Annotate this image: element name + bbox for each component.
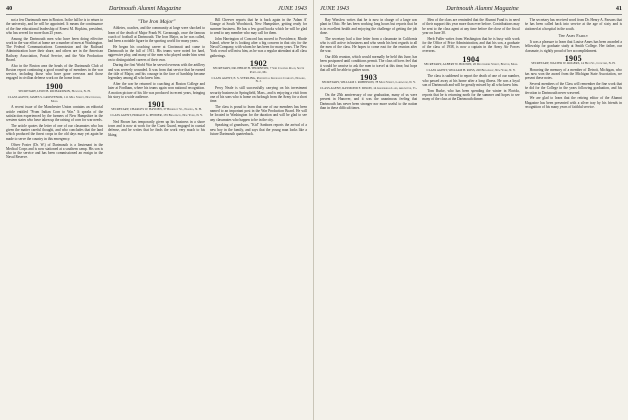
class-year-heading: 1900 <box>45 81 64 91</box>
paragraph: Ned Brown has temporarily given up his business in a shore town and is now at work for the Coast Guard, engaged in coastal defense, and he writes that he finds the work very much to his liking. <box>108 119 205 137</box>
paragraph: The class is proud to learn that one of our members has been named to an important post in the War Production Board. He will be located in Washington for the duration and will be glad to see any classmates who happen to be in the city. <box>210 104 307 122</box>
column <box>525 18 622 418</box>
column <box>422 18 519 418</box>
issue-date: JUNE 1943 <box>320 5 350 12</box>
paragraph: Percy Neale is still successfully carrying on his investment security business in Springfield, Mass., and is enjoying a visit from one of his sons who is home on furlough from the Army for a short time. <box>210 86 307 104</box>
class-agent: CLASS AGENT, E. S. STERLING, Prudential Insurance Company, Newark, N. J. <box>211 75 306 84</box>
class-secretary: SECRETARY, WILLIAM J. ROBINSON, 78 Main Street, Lakewood, N. Y. <box>321 80 416 85</box>
class-secretary: SECRETARY, WALTER W. ROGERS, 14 High St., Concord, N. H. <box>531 61 616 65</box>
paragraph: Our 40th reunion, which would normally be held this June, has been postponed until conditions permit. The class officers feel that it would be unwise to ask the men to travel at this time, but hope that all will be able to gather soon. <box>320 55 418 72</box>
paragraph: Honoring the memory of a member of Detroit, Michigan, who has now won the award from the Michigan State Association, we present these notes. <box>524 67 622 81</box>
class-secretary: SECRETARY, LEON B. RICHARDSON, Hanover, N. H. <box>18 88 91 93</box>
right-columns <box>320 18 622 418</box>
paragraph: Tom Burke, who has been spending the winter in Florida, reports that he is returning north for the summer and hopes to see many of the class at the Dartmouth dinner. <box>422 88 520 102</box>
paragraph: During the first World War he served overseas with the artillery and was severely wounded. It was from that service that he earned the title of Major, and his courage in the face of hardship became legendary among all who knew him. <box>108 63 205 81</box>
paragraph: Men of the class are reminded that the Alumni Fund is in need of their support this year more than ever before. Contributions may be sent to the class agent at any time before the close of the fiscal year on June 30. <box>422 18 520 35</box>
page-number: 41 <box>615 5 622 12</box>
left-columns <box>6 18 307 418</box>
paragraph: A recent issue of the Manchester Union contains an editorial article entitled "From Indian Corn to War." It speaks of the satisfaction experienced by the farmers of New Hampshire in the western states who have taken up the raising of corn for war needs. <box>6 105 103 123</box>
class-secretary: SECRETARY, ALBERT W. BOLTON, 20 Devonshire Street, Boston, Mass. <box>423 61 519 66</box>
column <box>210 18 307 418</box>
section-heading: The Ames Family <box>558 32 589 38</box>
paragraph: On the 25th anniversary of our graduation, many of us were present in Hanover, and it was the unanimous feeling that Dartmouth has never been stronger nor more useful to the nation than in these difficult times. <box>320 93 418 110</box>
column <box>320 18 417 418</box>
right-page <box>314 0 628 420</box>
paragraph: The secretary has received word from Dr. Henry A. Parsons that he has been called back into service at the age of sixty and is stationed at a hospital in the south. <box>524 18 622 31</box>
magazine-title: Dartmouth Alumni Magazine <box>446 5 519 12</box>
class-year-heading: 1901 <box>147 100 166 110</box>
paragraph: Herb Fuller writes from Washington that he is busy with work for the Office of Price Administration, and that his son, a graduate of the class of 1938, is now a captain in the Army Air Forces overseas. <box>422 36 520 54</box>
class-agent: CLASS AGENT, HORACE G. PENDER, 135 Broadway, New York, N. Y. <box>110 113 203 118</box>
paragraph: The secretary had a fine letter from a classmate in California who is still active in business and who sends his best regards to all the men of the class. He hopes to come east for the reunion after the war. <box>320 36 418 54</box>
class-agent: CLASS AGENT, WILLIAM H. ROSS, 220 Broadway, New York, N. Y. <box>426 67 516 72</box>
article-title: "The Iron Major" <box>137 19 176 25</box>
paragraph: The article quotes the letter of one of our classmates who has given the matter careful thought, and who concludes that the land which produced the finest crops in the old days may yet again be made to serve the country in this emergency. <box>6 123 103 141</box>
column <box>108 18 205 418</box>
running-head <box>320 5 622 15</box>
paragraph: Speaking of grandsons, "Kid" Sanborn reports the arrival of a new boy in the family, and says that the young man looks like a future Dartmouth quarterback. <box>210 123 307 136</box>
magazine-title: Dartmouth Alumni Magazine <box>108 5 182 12</box>
paragraph: After the war he returned to coaching at Boston College and later at Fordham, where his teams again won national recognition. A motion picture of his life was produced in recent years, bringing his story to a wide audience. <box>108 82 205 99</box>
class-secretary: SECRETARY, CHARLES W. HAYDEN, 37 Berkeley St., Nashua, N. H. <box>111 107 202 112</box>
class-secretary: SECRETARY, DR. PHILIP H. THORNTON, 7 Ship Channel Road, South Portland, Me. <box>212 66 305 74</box>
paragraph: Ray Winslow writes that he is now in charge of a large war plant in Ohio. He has been working long hours but reports that he is in excellent health and enjoying the challenge of getting the job done. <box>320 18 418 35</box>
paragraph: Bill Cheever reports that he is back again in the 'Adam A' Grange at South Woodstock, New Hampshire, getting ready for summer business. He has a few good books which he will be glad to send to any member who may call for them. <box>210 18 307 35</box>
class-agent: CLASS AGENT, RAYMOND F. DIXON, 14 Greenbriar Lane, Arlington, Va. <box>320 86 418 91</box>
paragraph: Among the Dartmouth men who have been doing effective work in the war effort at home are a number of men at Washington. The Federal Communications Commission and the Railroad Administration have their share, and others are in the American Railway Association, Postal Service, and the War Production Board. <box>6 36 103 62</box>
class-year-heading: 1904 <box>462 54 480 64</box>
class-year-heading: 1903 <box>360 73 378 83</box>
class-agent: CLASS AGENT, JAMES S. GROSVENOR, 111 Mill Street, Newtonville, Mass. <box>7 94 102 103</box>
running-head <box>6 5 307 15</box>
paragraph: The class is saddened to report the death of one of our number, who passed away at his home after a long illness. He was a loyal son of Dartmouth and will be greatly missed by all who knew him. <box>422 74 520 87</box>
paragraph: Several members of the Class will remember the fine work that he did for the College in the years following graduation, and his devotion to Dartmouth never wavered. <box>524 82 622 95</box>
paragraph: We are glad to learn that the retiring editor of the Alumni Magazine has been presented with a silver tray by his friends in recognition of his many years of faithful service. <box>524 96 622 109</box>
paragraph: John Harrington of Concord has moved to Providence, Rhode Island, where he is looking after a big concern in that city for the Naval Company, with whom he has been for many years. The New York crowd will miss him, as he was a regular attendant at all class gatherings. <box>210 36 307 58</box>
paragraph: not a few Dartmouth men in Boston. In the fall he is to return to the university, and he will be appointed. It means the continuance of the fine educational leadership of Ernest M. Hopkins, president, who has served for more than 25 years. <box>6 18 103 35</box>
paragraph: It was a pleasure to learn that Louise Ames has been awarded a fellowship for graduate study at Smith College. Her father, our classmate, is rightly proud of her accomplishment. <box>524 40 622 53</box>
page-number: 40 <box>6 5 13 12</box>
paragraph: Athletes, coaches, and the community at large were shocked to learn of the death of Major Frank W. Cavanaugh, once the famous coach of football at Dartmouth. The Iron Major, as he was called, had been a notable figure in the sporting world for many years. <box>108 26 205 43</box>
paragraph: Also in the Boston area the heads of the Dartmouth Club of Boston report continuing a good round-up of members in the war service, including those who have gone overseas and those engaged in civilian defense work on the home front. <box>6 63 103 81</box>
class-year-heading: 1905 <box>564 53 582 63</box>
class-year-heading: 1902 <box>249 58 268 68</box>
column <box>6 18 103 418</box>
paragraph: Oliver Foster (Dr. W.) of Dartmouth is a lieutenant in the Medical Corps and is now stationed at a southern camp. His son is also in the service and has been commissioned an ensign in the Naval Reserve. <box>6 142 103 160</box>
issue-date: JUNE 1943 <box>277 5 307 12</box>
paragraph: He began his coaching career at Cincinnati and came to Dartmouth in the fall of 1911. His teams were noted for hard, aggressive play, and many of the men who played under him went on to distinguished careers of their own. <box>108 44 205 62</box>
